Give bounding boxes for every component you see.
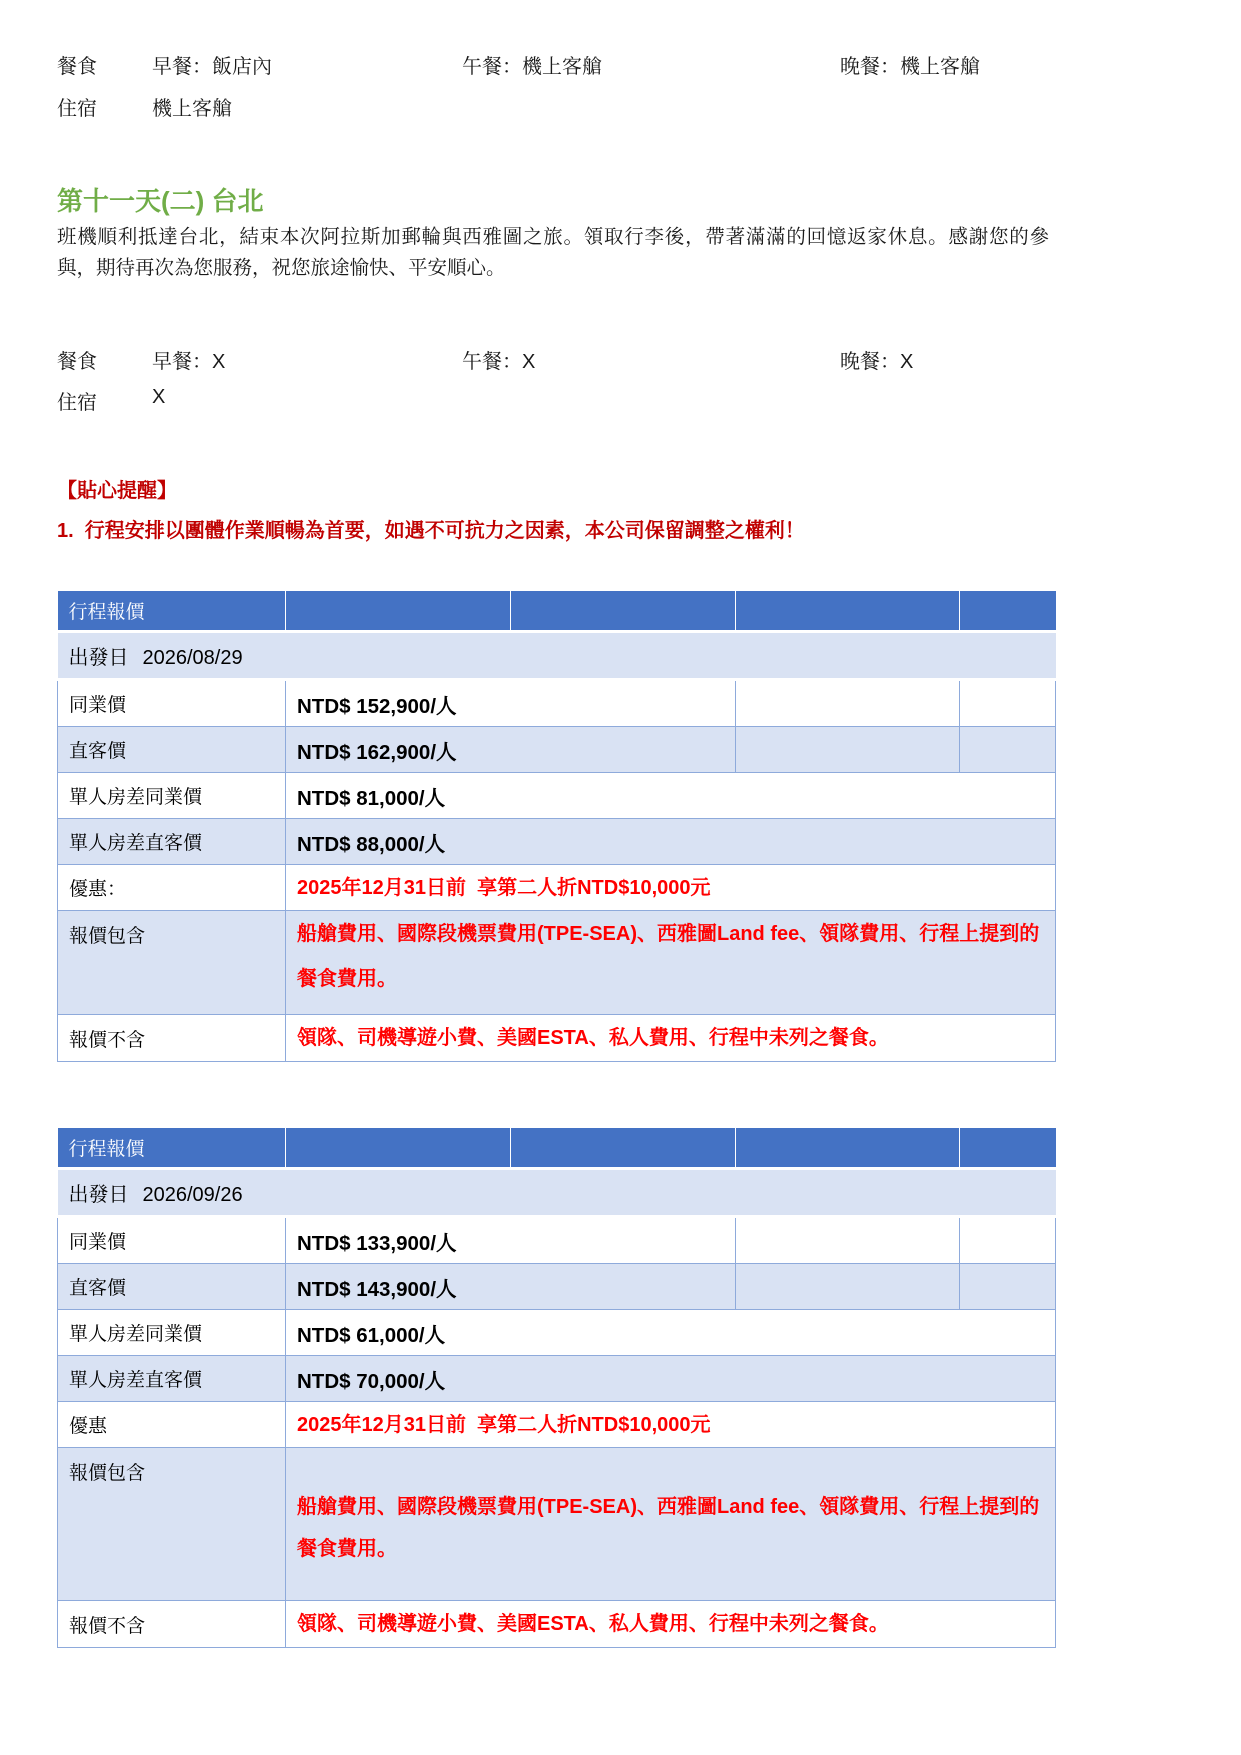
quote-excludes-row [58,1015,1056,1062]
includes-value: 船艙費用、國際段機票費用(TPE-SEA)、西雅圖Land fee、領隊費用、行程上提到的餐食費用。 [286,1448,1056,1601]
lunch-value: 午餐：X [462,351,536,373]
includes-label: 報價包含 [58,911,286,1015]
reminder-heading: 【貼心提醒】 [57,480,177,502]
price-value: NTD$ 88,000/人 [286,819,1056,865]
quote-table-title: 行程報價 [58,591,286,632]
price-row-agent [58,680,1056,727]
meal-label: 餐食 [57,351,97,373]
price-label: 單人房差直客價 [58,819,286,865]
price-label: 單人房差同業價 [58,1310,286,1356]
header-cell-empty [511,591,736,632]
empty-cell [736,1264,960,1310]
header-cell-empty [511,1128,736,1169]
departure-date-value: 2026/09/26 [142,1184,243,1206]
dinner-value: 晚餐：機上客艙 [840,56,980,78]
promo-label: 優惠 [58,1402,286,1448]
excludes-value: 領隊、司機導遊小費、美國ESTA、私人費用、行程中未列之餐食。 [286,1601,1056,1648]
reminder-item-1: 1. 行程安排以團體作業順暢為首要，如遇不可抗力之因素，本公司保留調整之權利！ [57,520,805,542]
price-value: NTD$ 143,900/人 [286,1264,736,1310]
includes-label: 報價包含 [58,1448,286,1601]
excludes-label: 報價不含 [58,1015,286,1062]
empty-cell [960,680,1056,727]
meal-label: 餐食 [57,56,97,78]
price-label: 單人房差直客價 [58,1356,286,1402]
price-row-agent [58,1217,1056,1264]
quote-includes-row [58,1448,1056,1601]
single-supplement-agent-row [58,773,1056,819]
day-description: 班機順利抵達台北，結束本次阿拉斯加郵輪與西雅圖之旅。領取行李後，帶著滿滿的回憶返家休息。感謝您的參與，期待再次為您服務，祝您旅途愉快、平安順心。 [57,226,1049,279]
price-label: 同業價 [58,680,286,727]
departure-date-label: 出發日 [68,647,129,669]
promo-label: 優惠： [58,865,286,911]
single-supplement-direct-row [58,819,1056,865]
single-supplement-direct-row [58,1356,1056,1402]
quote-table-2026-08-29 [57,591,1056,1062]
quote-excludes-row [58,1601,1056,1648]
day11-lodging-row [0,386,1241,412]
price-label: 直客價 [58,727,286,773]
excludes-label: 報價不含 [58,1601,286,1648]
quote-table-title: 行程報價 [58,1128,286,1169]
promo-value: 2025年12月31日前 享第二人折NTD$10,000元 [286,1402,1056,1448]
header-cell-empty [286,1128,511,1169]
prev-day-meal-row [0,50,1241,76]
price-value: NTD$ 81,000/人 [286,773,1056,819]
promo-row [58,865,1056,911]
quote-table-2026-09-26 [57,1128,1056,1648]
excludes-value: 領隊、司機導遊小費、美國ESTA、私人費用、行程中未列之餐食。 [286,1015,1056,1062]
promo-row [58,1402,1056,1448]
price-label: 單人房差同業價 [58,773,286,819]
quote-includes-row [58,911,1056,1015]
single-supplement-agent-row [58,1310,1056,1356]
departure-date-row [58,1169,1056,1217]
price-value: NTD$ 133,900/人 [286,1217,736,1264]
header-cell-empty [960,591,1056,632]
empty-cell [736,1217,960,1264]
promo-value: 2025年12月31日前 享第二人折NTD$10,000元 [286,865,1056,911]
empty-cell [736,680,960,727]
header-cell-empty [736,591,960,632]
price-row-direct [58,1264,1056,1310]
day11-meal-row [0,345,1241,371]
breakfast-value: 早餐：飯店內 [152,56,272,78]
price-row-direct [58,727,1056,773]
price-value: NTD$ 70,000/人 [286,1356,1056,1402]
header-cell-empty [960,1128,1056,1169]
header-cell-empty [286,591,511,632]
lodging-label: 住宿 [57,98,97,120]
lodging-value: X [152,386,166,408]
header-cell-empty [736,1128,960,1169]
departure-date-label: 出發日 [68,1184,129,1206]
includes-value: 船艙費用、國際段機票費用(TPE-SEA)、西雅圖Land fee、領隊費用、行程上提到的餐食費用。 [286,911,1056,1015]
quote-table-header-row [58,591,1056,632]
price-label: 直客價 [58,1264,286,1310]
price-value: NTD$ 152,900/人 [286,680,736,727]
empty-cell [960,1264,1056,1310]
price-value: NTD$ 61,000/人 [286,1310,1056,1356]
day-title: 第十一天(二) 台北 [57,186,264,216]
quote-table-header-row [58,1128,1056,1169]
departure-date-row [58,632,1056,680]
empty-cell [960,1217,1056,1264]
departure-date-value: 2026/08/29 [142,647,243,669]
dinner-value: 晚餐：X [840,351,914,373]
price-label: 同業價 [58,1217,286,1264]
departure-date-cell [58,632,1056,680]
empty-cell [960,727,1056,773]
prev-day-lodging-row [0,92,1241,118]
price-value: NTD$ 162,900/人 [286,727,736,773]
lodging-label: 住宿 [57,392,97,414]
empty-cell [736,727,960,773]
breakfast-value: 早餐：X [152,351,226,373]
lunch-value: 午餐：機上客艙 [462,56,602,78]
departure-date-cell [58,1169,1056,1217]
lodging-value: 機上客艙 [152,98,232,120]
